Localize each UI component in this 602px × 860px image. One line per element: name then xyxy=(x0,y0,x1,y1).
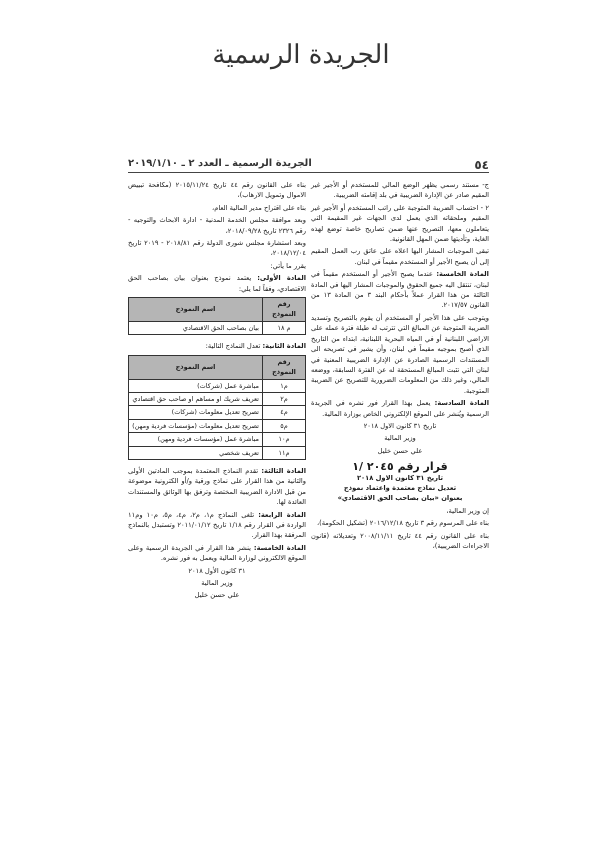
article-text: تقدم النماذج المعتمدة بموجب المادتين الأولى والثانية من هذا القرار على نماذج ورقية و/أو الكترونية موضوعة من قبل الادارة الضريبية المختصة وترفق بها الوثائق والمستندات العائدة لها. xyxy=(128,466,306,507)
form-number: م٤ xyxy=(263,406,306,419)
paragraph: بناء على اقتراح مدير المالية العام، xyxy=(212,203,306,212)
column-header: رقم النموذج xyxy=(263,355,306,379)
column-header: اسم النموذج xyxy=(129,298,263,322)
article-text: تلغى النماذج م١، م٢، م٤، م٥، م١٠ وم١١ الواردة في القرار رقم ١/١٨ تاريخ ٢٠١١/٠١/١٢ وتستبدل بالنماذج المرفقة بهذا القرار. xyxy=(128,510,306,540)
forms-table-2 xyxy=(128,355,306,460)
forms-table-1 xyxy=(128,297,306,335)
decision-number: قرار رقم ٢٠٤٥ /١ xyxy=(352,460,448,474)
form-number: م١ xyxy=(263,379,306,392)
table-row xyxy=(129,321,306,334)
signature-date: تاريخ ٣١ كانون الاول ٢٠١٨ xyxy=(363,421,437,430)
paragraph: ج- مستند رسمي يظهر الوضع المالي للمستخدم أو الأجير غير المقيم صادر عن الإدارة الضريبية في بلد إقامته الضريبية. xyxy=(311,181,489,200)
article-text: عندما يصبح الأجير أو المستخدم مقيماً في لبنان، تنتقل اليه جميع الحقوق والموجبات المشار اليها في المادة الثالثة من هذا القرار عملاً بأحكام البند ٣ من المادة ١٣ من القانون ٢٠١٧/٥٧. xyxy=(311,270,489,310)
table-row xyxy=(129,433,306,446)
paragraph: ٢ - احتساب الضريبة المتوجبة على راتب المستخدم أو الأجير غير المقيم وملحقاته الذي يعمل لدى الجهات غير المقيمة التي يتعاملون معها، التصريح عنها ضمن تصاريح خاصة توضع لهذه الغاية، وتأديتها ضمن المهل القانونية. xyxy=(311,203,489,244)
decision-heading xyxy=(311,462,489,504)
paragraph: بناء على المرسوم رقم ٣ تاريخ ٢٠١٦/١٢/١٨ (تشكيل الحكومة)، xyxy=(316,519,489,528)
article-4 xyxy=(128,510,306,541)
form-name: تعريف شريك او مساهم او صاحب حق اقتصادي xyxy=(129,392,263,405)
article-heading: المادة الرابعة: xyxy=(258,510,306,519)
left-column xyxy=(128,180,306,603)
column-header: اسم النموذج xyxy=(129,355,263,379)
form-name: تعريف شخصي xyxy=(129,446,263,459)
form-name: تصريح تعديل معلومات (شركات) xyxy=(129,406,263,419)
article-heading: المادة الثالثة: xyxy=(261,466,306,475)
article-text: يعمل بهذا القرار فور نشره في الجريدة الرسمية ويُنشر على الموقع الإلكتروني الخاص بوزارة المالية. xyxy=(311,399,489,418)
paragraph: يقرر ما يأتي: xyxy=(270,261,306,270)
masthead-title: الجريدة الرسمية xyxy=(212,40,390,70)
article-1 xyxy=(128,273,306,294)
article-5 xyxy=(128,543,306,564)
form-name: مباشرة عمل (مؤسسات فردية ومهن) xyxy=(129,433,263,446)
running-header xyxy=(128,158,489,173)
signature-date: ٣١ كانون الأول ٢٠١٨ xyxy=(188,566,246,575)
paragraph: وبعد موافقة مجلس الخدمة المدنية - ادارة الابحاث والتوجيه - رقم ٢٣٢٦ تاريخ ٢٠١٨/٠٩/٢٨، xyxy=(128,216,306,235)
signature-title: وزير المالية xyxy=(201,579,233,587)
form-number: م١٠ xyxy=(263,433,306,446)
paragraph: إن وزير المالية، xyxy=(446,506,489,515)
article-text: يعتمد نموذج بعنوان بيان بصاحب الحق الاقتصادي، وفقاً لما يلي: xyxy=(128,274,306,293)
paragraph: ويتوجب على هذا الأجير أو المستخدم أن يقوم بالتصريح وتسديد الضريبة المتوجبة عن المبالغ التي تترتب له طيلة فترة عمله على الاراضي اللبنانية أو في المياه البحرية اللبنانية، ابتداء من التاريخ الذي أصبح بموجبه مقيماً في لبنان، وأن يشير في تصريحه الى المستندات الرسمية الصادرة عن الإدارة الضريبية المعنية في لبنان التي تثبت المبالغ المستحقة له عن الفترة السابقة، ووضعه المالي، وغير ذلك من المعلومات الضرورية للتصريح عن الضريبة المتوجبة. xyxy=(311,313,489,395)
article-heading: المادة الخامسة: xyxy=(253,543,306,552)
table-header-row xyxy=(129,355,306,379)
page-number: ٥٤ xyxy=(474,158,489,172)
decision-subject: بعنوان «بيان بصاحب الحق الاقتصادي» xyxy=(337,494,463,503)
paragraph: بناء على القانون رقم ٤٤ تاريخ ٢٠٠٨/١١/١١ وتعديلاته (قانون الاجراءات الضريبية)، xyxy=(311,531,490,550)
signature-name: علي حسن خليل xyxy=(377,446,423,455)
table-row xyxy=(129,406,306,419)
signature-name: علي حسن خليل xyxy=(194,591,240,600)
table-row xyxy=(129,419,306,432)
issue-title: الجريدة الرسمية ـ العدد ٢ ـ ٢٠١٩/١/١٠ xyxy=(128,158,312,169)
paragraph: تبقى الموجبات المشار اليها اعلاه على عاتق رب العمل المقيم إلى أن يصبح الأجير أو المستخدم مقيماً في لبنان. xyxy=(311,247,489,266)
article-text: ينشر هذا القرار في الجريدة الرسمية وعلى الموقع الالكتروني لوزارة المالية ويعمل به فور نشره. xyxy=(128,543,306,563)
decision-date: تاريخ ٣١ كانون الاول ٢٠١٨ xyxy=(356,473,444,482)
signature-title: وزير المالية xyxy=(384,434,416,443)
table-row xyxy=(129,379,306,392)
paragraph: بناء على القانون رقم ٤٤ تاريخ ٢٠١٥/١١/٢٤ (مكافحة تبييض الاموال وتمويل الارهاب)، xyxy=(128,181,306,200)
form-name: مباشرة عمل (شركات) xyxy=(129,379,263,392)
decision-subject: تعديل نماذج معتمدة واعتماد نموذج xyxy=(343,483,457,492)
table-header-row xyxy=(129,298,306,322)
article-5 xyxy=(311,269,489,311)
right-column xyxy=(311,180,489,553)
form-number: م١١ xyxy=(263,446,306,459)
form-number: م٢ xyxy=(263,392,306,405)
form-number: م ١٨ xyxy=(263,321,306,334)
article-heading: المادة السادسة: xyxy=(434,399,489,408)
article-heading: المادة الأولى: xyxy=(257,274,306,283)
article-6 xyxy=(311,398,489,419)
paragraph: وبعد استشارة مجلس شورى الدولة رقم ٢٠١٨/٨١ - ٢٠١٩ تاريخ ٢٠١٨/١٢/٠٤، xyxy=(128,239,306,258)
article-text: تعدل النماذج التالية: xyxy=(205,342,261,351)
table-row xyxy=(129,392,306,405)
article-heading: المادة الخامسة: xyxy=(436,270,489,279)
article-2 xyxy=(128,341,306,351)
form-name: تصريح تعديل معلومات (مؤسسات فردية ومهن) xyxy=(129,419,263,432)
article-heading: المادة الثانية: xyxy=(262,342,306,351)
form-name: بيان بصاحب الحق الاقتصادي xyxy=(129,321,263,334)
form-number: م٥ xyxy=(263,419,306,432)
table-row xyxy=(129,446,306,459)
article-3 xyxy=(128,466,306,508)
column-header: رقم النموذج xyxy=(263,298,306,322)
